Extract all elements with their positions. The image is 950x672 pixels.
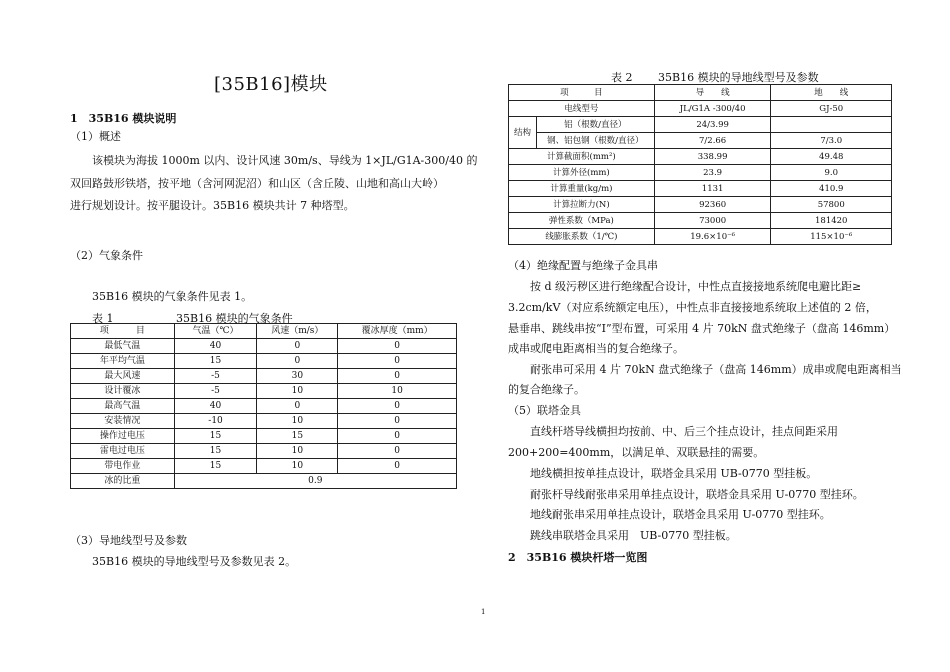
table-header-cell: 覆冰厚度（mm） bbox=[338, 324, 457, 339]
table-cell: 0 bbox=[257, 354, 338, 369]
table-cell: 年平均气温 bbox=[71, 354, 175, 369]
subsection-weather-label: （2）气象条件 bbox=[70, 249, 143, 262]
overview-line-2: 双回路鼓形铁塔，按平地（含河网泥沼）和山区（含丘陵、山地和高山大岭） bbox=[70, 177, 444, 190]
table2-caption-title: 35B16 模块的导地线型号及参数 bbox=[658, 71, 819, 84]
fittings-line-3: 地线横担按单挂点设计，联塔金具采用 UB-0770 型挂板。 bbox=[530, 467, 818, 480]
table1-caption-number: 表 1 bbox=[92, 312, 114, 325]
table-cell: 最大风速 bbox=[71, 369, 175, 384]
table-header-cell: 导 线 bbox=[654, 85, 771, 101]
table-cell: 设计覆冰 bbox=[71, 384, 175, 399]
table-row bbox=[71, 429, 457, 444]
table-cell: 0 bbox=[257, 399, 338, 414]
fittings-line-1: 直线杆塔导线横担均按前、中、后三个挂点设计，挂点间距采用 bbox=[530, 425, 838, 438]
table-row bbox=[509, 165, 892, 181]
table-row bbox=[71, 339, 457, 354]
table-cell: 计算外径(mm) bbox=[509, 165, 655, 181]
insulation-line-5: 耐张串可采用 4 片 70kN 盘式绝缘子（盘高 146mm）成串或爬电距离相当 bbox=[530, 363, 902, 376]
table-cell: 15 bbox=[174, 429, 257, 444]
overview-line-1: 该模块为海拔 1000m 以内、设计风速 30m/s、导线为 1×JL/G1A-300/40 的 bbox=[92, 154, 478, 167]
table-row bbox=[509, 133, 892, 149]
table-cell: -5 bbox=[174, 384, 257, 399]
table-cell: 57800 bbox=[771, 197, 892, 213]
table-row bbox=[509, 117, 892, 133]
table-cell: GJ-50 bbox=[771, 101, 892, 117]
table-cell: 0 bbox=[338, 414, 457, 429]
table-cell: 钢、铝包钢（根数/直径） bbox=[536, 133, 654, 149]
table-cell: -10 bbox=[174, 414, 257, 429]
table-row bbox=[71, 369, 457, 384]
table-cell: 15 bbox=[174, 354, 257, 369]
table-row bbox=[71, 459, 457, 474]
subsection-overview-label: （1）概述 bbox=[70, 130, 121, 143]
table-cell: 10 bbox=[257, 444, 338, 459]
insulation-line-4: 成串或爬电距离相当的复合绝缘子。 bbox=[508, 342, 684, 355]
fittings-line-4: 耐张杆导线耐张串采用单挂点设计，联塔金具采用 U-0770 型挂环。 bbox=[530, 488, 864, 501]
table-cell: 电线型号 bbox=[509, 101, 655, 117]
table-cell: 计算重量(kg/m) bbox=[509, 181, 655, 197]
table-header-cell: 气温（℃） bbox=[174, 324, 257, 339]
table-cell: 0 bbox=[338, 444, 457, 459]
subsection-fittings-label: （5）联塔金具 bbox=[508, 404, 581, 417]
table-cell: JL/G1A -300/40 bbox=[654, 101, 771, 117]
fittings-line-2: 200+200=400mm，以满足单、双联悬挂的需要。 bbox=[508, 446, 765, 459]
table-cell: 10 bbox=[257, 459, 338, 474]
weather-table bbox=[70, 323, 457, 489]
table-cell: 结构 bbox=[509, 117, 537, 149]
section-1-heading: 1 35B16 模块说明 bbox=[70, 112, 177, 125]
table-cell: 雷电过电压 bbox=[71, 444, 175, 459]
table-cell: 92360 bbox=[654, 197, 771, 213]
table-cell: 线膨胀系数（1/℃) bbox=[509, 229, 655, 245]
table-cell: 15 bbox=[174, 459, 257, 474]
table-cell: 30 bbox=[257, 369, 338, 384]
table-row bbox=[509, 101, 892, 117]
weather-intro-text: 35B16 模块的气象条件见表 1。 bbox=[92, 290, 253, 303]
table-cell: 最低气温 bbox=[71, 339, 175, 354]
table-row bbox=[71, 444, 457, 459]
insulation-line-3: 悬垂串、跳线串按“I”型布置，可采用 4 片 70kN 盘式绝缘子（盘高 146mm） bbox=[508, 322, 896, 335]
table-cell: -5 bbox=[174, 369, 257, 384]
table-cell bbox=[771, 117, 892, 133]
table-cell: 15 bbox=[257, 429, 338, 444]
table-row bbox=[509, 197, 892, 213]
table-cell: 0 bbox=[338, 399, 457, 414]
table-row bbox=[509, 213, 892, 229]
table-cell: 0 bbox=[338, 369, 457, 384]
page-title: [35B16]模块 bbox=[214, 74, 328, 95]
table-cell: 338.99 bbox=[654, 149, 771, 165]
table-cell: 24/3.99 bbox=[654, 117, 771, 133]
page-number: 1 bbox=[481, 608, 486, 616]
table-cell: 10 bbox=[257, 384, 338, 399]
overview-line-3: 进行规划设计。按平腿设计。35B16 模块共计 7 种塔型。 bbox=[70, 199, 355, 212]
table-cell: 0 bbox=[338, 459, 457, 474]
table-header-cell: 地 线 bbox=[771, 85, 892, 101]
fittings-line-6: 跳线串联塔金具采用 UB-0770 型挂板。 bbox=[530, 529, 737, 542]
table-cell: 7/2.66 bbox=[654, 133, 771, 149]
table-header-row bbox=[509, 85, 892, 101]
section-2-heading: 2 35B16 模块杆塔一览图 bbox=[508, 551, 648, 564]
table-cell: 1131 bbox=[654, 181, 771, 197]
table-header-cell: 项 目 bbox=[509, 85, 655, 101]
table-cell: 181420 bbox=[771, 213, 892, 229]
conductor-intro-text: 35B16 模块的导地线型号及参数见表 2。 bbox=[92, 555, 297, 568]
table-cell: 最高气温 bbox=[71, 399, 175, 414]
subsection-insulation-label: （4）绝缘配置与绝缘子金具串 bbox=[508, 259, 658, 272]
table-cell: 10 bbox=[257, 414, 338, 429]
insulation-line-6: 的复合绝缘子。 bbox=[508, 383, 585, 396]
table-cell: 40 bbox=[174, 339, 257, 354]
table2-caption-number: 表 2 bbox=[611, 71, 633, 84]
table-row bbox=[71, 384, 457, 399]
table-cell: 115×10⁻⁶ bbox=[771, 229, 892, 245]
table-row bbox=[509, 181, 892, 197]
table-row bbox=[71, 474, 457, 489]
table-row bbox=[509, 229, 892, 245]
subsection-conductor-label: （3）导地线型号及参数 bbox=[70, 534, 187, 547]
table1-caption-title: 35B16 模块的气象条件 bbox=[176, 312, 293, 325]
table-cell: 410.9 bbox=[771, 181, 892, 197]
table-cell: 9.0 bbox=[771, 165, 892, 181]
table-cell: 冰的比重 bbox=[71, 474, 175, 489]
fittings-line-5: 地线耐张串采用单挂点设计，联塔金具采用 U-0770 型挂环。 bbox=[530, 508, 831, 521]
conductor-table bbox=[508, 84, 892, 245]
table-cell: 0 bbox=[257, 339, 338, 354]
table-cell: 19.6×10⁻⁶ bbox=[654, 229, 771, 245]
table-cell: 15 bbox=[174, 444, 257, 459]
table-cell: 铝（根数/直径） bbox=[536, 117, 654, 133]
table-cell: 弹性系数（MPa) bbox=[509, 213, 655, 229]
table-cell: 49.48 bbox=[771, 149, 892, 165]
insulation-line-2: 3.2cm/kV（对应系统额定电压），中性点非直接接地系统取上述值的 2 倍， bbox=[508, 301, 877, 314]
insulation-line-1: 按 d 级污秽区进行绝缘配合设计，中性点直接接地系统爬电避比距≥ bbox=[530, 280, 862, 293]
table-cell: 7/3.0 bbox=[771, 133, 892, 149]
table-row bbox=[71, 414, 457, 429]
table-cell: 0.9 bbox=[174, 474, 456, 489]
table-cell: 0 bbox=[338, 429, 457, 444]
table-cell: 0 bbox=[338, 354, 457, 369]
table-cell: 40 bbox=[174, 399, 257, 414]
table-cell: 0 bbox=[338, 339, 457, 354]
table-row bbox=[71, 399, 457, 414]
table-row bbox=[509, 149, 892, 165]
table-header-cell: 项 目 bbox=[71, 324, 175, 339]
table-cell: 安装情况 bbox=[71, 414, 175, 429]
table-header-cell: 风速（m/s） bbox=[257, 324, 338, 339]
table-cell: 计算截面积(mm²) bbox=[509, 149, 655, 165]
table-cell: 计算拉断力(N) bbox=[509, 197, 655, 213]
table-cell: 操作过电压 bbox=[71, 429, 175, 444]
table-row bbox=[71, 354, 457, 369]
table-cell: 73000 bbox=[654, 213, 771, 229]
table-header-row bbox=[71, 324, 457, 339]
table-cell: 带电作业 bbox=[71, 459, 175, 474]
table-cell: 23.9 bbox=[654, 165, 771, 181]
table-cell: 10 bbox=[338, 384, 457, 399]
